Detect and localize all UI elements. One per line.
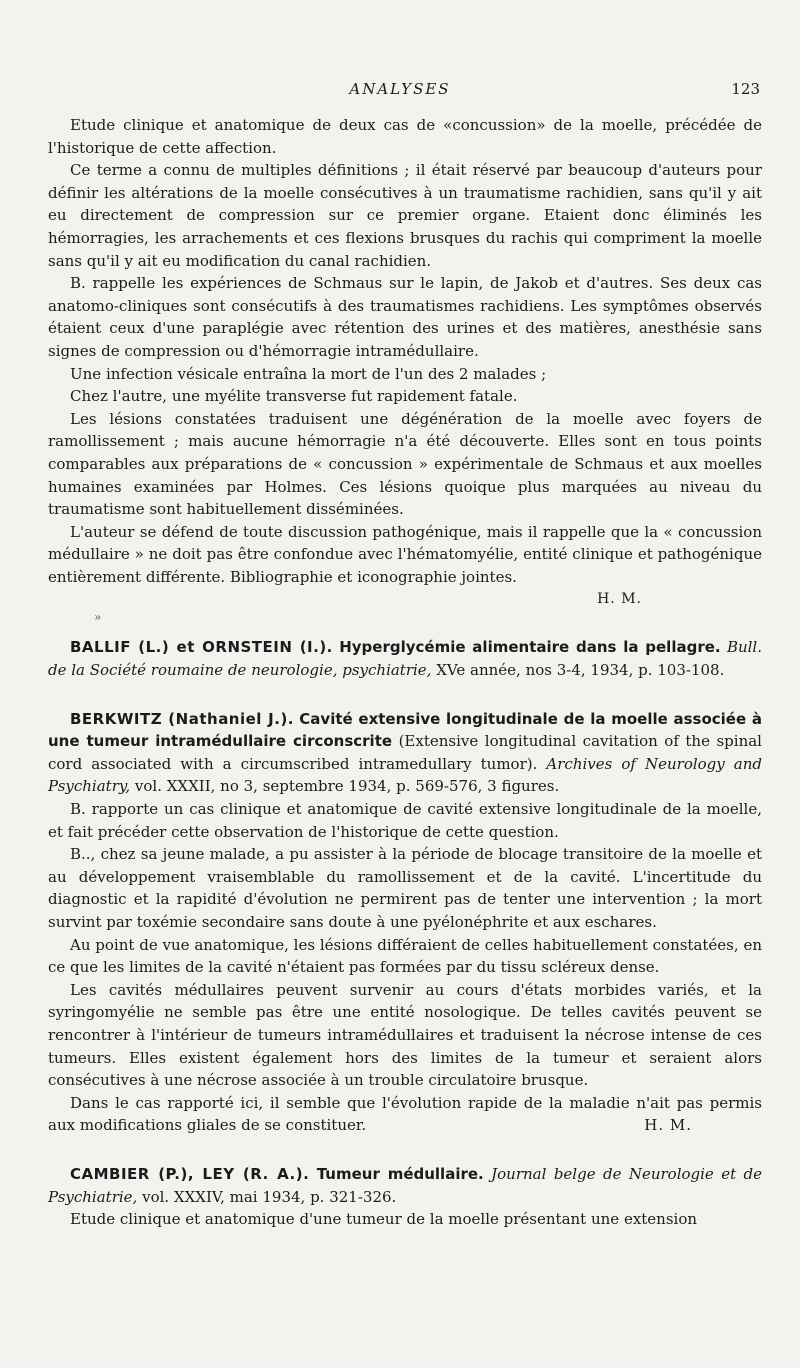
entry-title: Hyperglycémie alimentaire dans la pellagre. [339,638,721,657]
running-title: ANALYSES [349,80,451,98]
entry-citation: XVe année, nos 3-4, 1934, p. 103-108. [436,661,725,680]
review-paragraph: Une infection vésicale entraîna la mort de l'un des 2 malades ; [70,364,547,383]
entry-journal: Archives of Neurology and Psychiatry, [48,754,762,796]
review-paragraph-text: Dans le cas rapporté ici, il semble que l'évolution rapide de la maladie n'ait pas permis aux modifications gliales de se constituer. [48,1093,762,1135]
entry-journal: Bull. de la Société roumaine de neurologie, psychiatrie, [48,638,762,680]
review-paragraph-last [48,1092,762,1137]
entry-citation: vol. XXXII, no 3, septembre 1934, p. 569-576, 3 figures. [134,777,560,796]
entry-heading [48,636,762,681]
page-number: 123 [731,80,760,98]
review-paragraph: Au point de vue anatomique, les lésions différaient de celles habituellement constatées, en ce que les limites de la cavité n'étaient pas formées par du tissu scléreux dense. [48,935,762,977]
entry-citation: vol. XXXIV, mai 1934, p. 321-326. [142,1187,397,1206]
entry-authors: BERKWITZ (Nathaniel J.). [70,709,295,728]
review-paragraph: Etude clinique et anatomique de deux cas de «concussion» de la moelle, précédée de l'historique de cette affection. [48,116,762,157]
entry-berkwitz [48,708,762,1137]
review-paragraph: Les cavités médullaires peuvent survenir au cours d'états morbides variés, et la syringomyélie ne semble pas être une entité nosologique. De telles cavités peuvent se rencontrer à l'intérieur de tumeurs intramédullaires et traduisent la nécrose intense de ces tumeurs. Elles existent également hors des limites de la tumeur et seraient alors consécutives à une nécrose associée à un trouble circulatoire brusque. [48,980,762,1090]
review-paragraph: L'auteur se défend de toute discussion pathogénique, mais il rappelle que la « concussion médullaire » ne doit pas être confondue avec l'hématomyélie, entité clinique et pathogénique entièrement différente. Bibliographie et iconographie jointes. [48,522,762,586]
entry-cambier [48,1163,762,1231]
entry-authors: BALLIF (L.) et ORNSTEIN (I.). [70,638,333,657]
entry-title: Cavité extensive longitudinale de la moelle associée à une tumeur intramédullaire circonscrite [48,709,762,751]
entry-authors: CAMBIER (P.), LEY (R. A.). [70,1164,310,1183]
entry-title: Tumeur médullaire. [316,1164,484,1183]
review-paragraph: Etude clinique et anatomique d'une tumeur de la moelle présentant une extension [70,1210,698,1229]
review-paragraph: B. rapporte un cas clinique et anatomique de cavité extensive longitudinale de la moelle, et fait précéder cette observation de l'historique de cette question. [48,800,762,841]
stray-mark: » [94,610,102,625]
review-paragraph: B.., chez sa jeune malade, a pu assister à la période de blocage transitoire de la moelle et au développement vraisemblable du ramollissement et de la cavité. L'incertitude du diagnostic et la rapidité d'évolution ne permirent pas de tenter une intervention ; la mort survint par toxémie secondaire sans doute à une pyélonéphrite et aux eschares. [48,845,762,931]
page-body [48,114,762,1231]
review-paragraph: Les lésions constatées traduisent une dégénération de la moelle avec foyers de ramollissement ; mais aucune hémorragie n'a été découverte. Elles sont en tous points comparables aux préparations de « concussion » expérimentale de Schmaus et aux moelles humaines examinées par Holmes. Ces lésions quoique plus marquées au niveau du traumatisme sont habituellement disséminées. [48,409,762,519]
review-paragraph: B. rappelle les expériences de Schmaus sur le lapin, de Jakob et d'autres. Ses deux cas anatomo-cliniques sont consécutifs à des traumatismes rachidiens. Les symptômes observés étaient ceux d'une paraplégie avec rétention des urines et des matières, anesthésie sans signes de compression ou d'hémorragie intramédullaire. [48,274,762,360]
reviewer-signature: H. M. [644,1116,692,1135]
entry-heading [48,1163,762,1208]
running-header [0,80,800,100]
entry-english-title: (Extensive longitudinal cavitation of the spinal cord associated with a circumscribed intramedullary tumor). [48,732,762,773]
review-concussion [48,114,762,624]
entry-journal: Journal belge de Neurologie et de Psychiatrie, [48,1164,762,1206]
review-paragraph: Chez l'autre, une myélite transverse fut rapidement fatale. [70,387,518,406]
reviewer-signature: H. M. [597,591,642,608]
entry-ballif [48,636,762,681]
entry-heading [48,708,762,798]
review-paragraph: Ce terme a connu de multiples définitions ; il était réservé par beaucoup d'auteurs pour définir les altérations de la moelle consécutives à un traumatisme rachidien, sans qu'il y ait eu directement de compression sur ce premier organe. Etaient donc éliminés les hémorragies, les arrachements et ces flexions brusques du rachis qui compriment la moelle sans qu'il y ait eu modification du canal rachidien. [48,161,762,270]
